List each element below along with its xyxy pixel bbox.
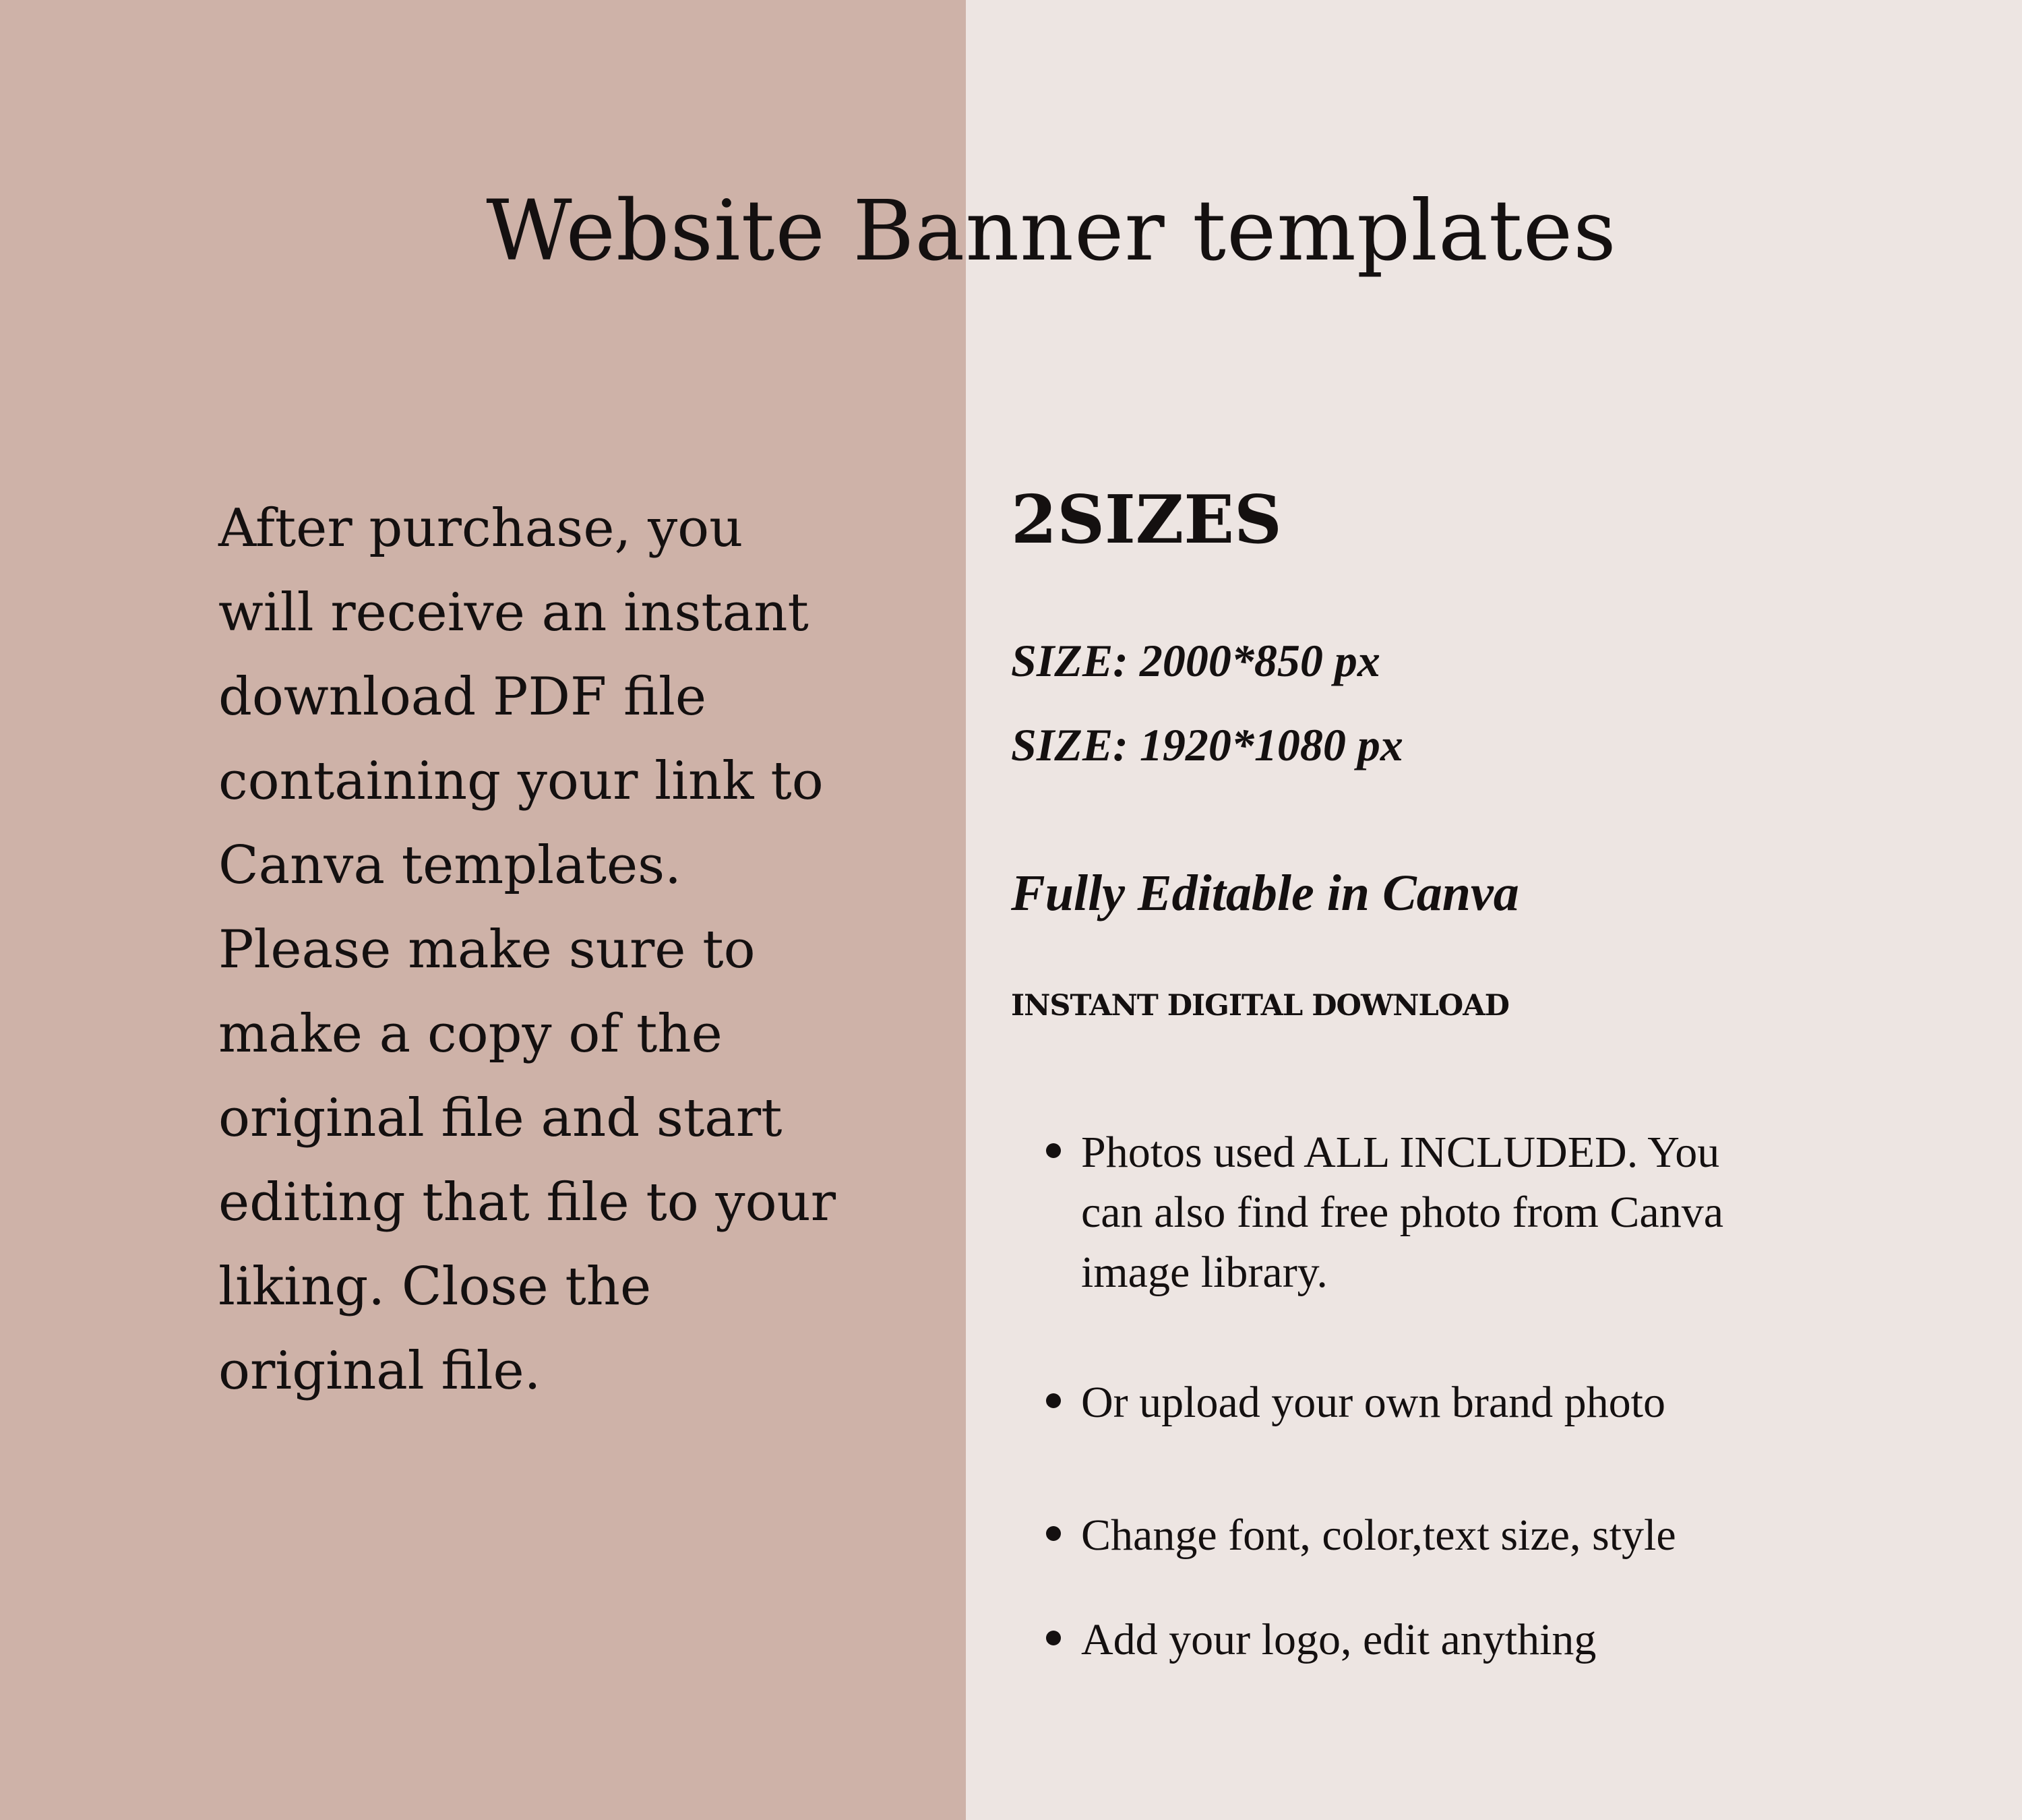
feature-text: Photos used ALL INCLUDED. You can also find free photo from Canva image library. xyxy=(1081,1128,1724,1297)
feature-text: Or upload your own brand photo xyxy=(1081,1378,1666,1427)
purchase-description: After purchase, you will receive an instant download PDF file containing your link to Canva templates. Please make sure to make a copy of the original file and start editing that file to your liking. Close the original file. xyxy=(218,498,836,1401)
feature-item xyxy=(1011,1610,1820,1670)
instant-download-label: INSTANT DIGITAL DOWNLOAD xyxy=(1011,989,1509,1023)
bullet-dot-icon xyxy=(1046,1631,1061,1645)
editable-note: Fully Editable in Canva xyxy=(1011,865,1519,921)
feature-item xyxy=(1011,1372,1820,1432)
bullet-dot-icon xyxy=(1046,1526,1061,1541)
feature-item xyxy=(1011,1122,1820,1302)
size-option-1: SIZE: 2000*850 px xyxy=(1011,635,1380,686)
size-option-2: SIZE: 1920*1080 px xyxy=(1011,719,1403,770)
feature-list xyxy=(1011,0,1820,1820)
page-title: Website Banner templates xyxy=(486,183,1617,280)
bullet-dot-icon xyxy=(1046,1143,1061,1158)
feature-text: Change font, color,text size, style xyxy=(1081,1511,1676,1560)
sizes-heading: 2SIZES xyxy=(1011,481,1282,559)
feature-text: Add your logo, edit anything xyxy=(1081,1615,1597,1664)
feature-item xyxy=(1011,1505,1820,1565)
bullet-dot-icon xyxy=(1046,1393,1061,1408)
